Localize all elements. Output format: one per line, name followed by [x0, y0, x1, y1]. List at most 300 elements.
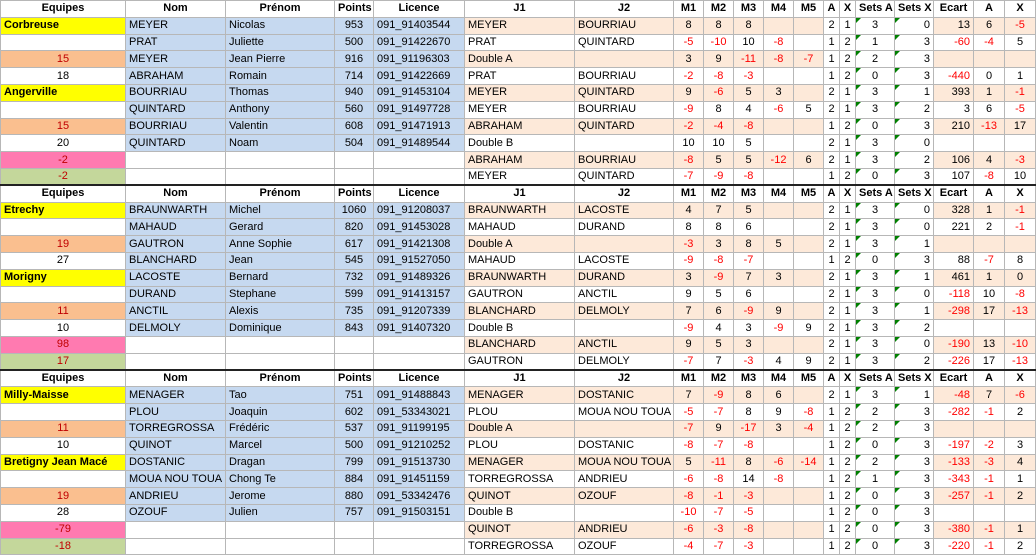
- match-x[interactable]: 1: [840, 286, 856, 303]
- match-x[interactable]: 1: [840, 17, 856, 34]
- match-x[interactable]: 2: [840, 454, 856, 471]
- set-score[interactable]: -2: [674, 68, 704, 85]
- sets-a[interactable]: 0: [856, 168, 895, 185]
- match-j2[interactable]: LACOSTE: [575, 252, 674, 269]
- match-j2[interactable]: QUINTARD: [575, 34, 674, 51]
- set-score[interactable]: [794, 252, 824, 269]
- set-score[interactable]: [794, 219, 824, 236]
- player-points[interactable]: 545: [335, 252, 374, 269]
- set-score[interactable]: 9: [674, 286, 704, 303]
- ecart-a[interactable]: [974, 135, 1005, 152]
- player-licence[interactable]: 091_91403544: [374, 17, 465, 34]
- match-j2[interactable]: ANCTIL: [575, 286, 674, 303]
- player-licence[interactable]: 091_91471913: [374, 118, 465, 135]
- set-score[interactable]: -8: [764, 471, 794, 488]
- player-firstname[interactable]: [226, 152, 335, 169]
- match-j2[interactable]: ANCTIL: [575, 336, 674, 353]
- set-score[interactable]: 5: [794, 101, 824, 118]
- match-a[interactable]: 2: [824, 236, 840, 253]
- set-score[interactable]: 8: [734, 454, 764, 471]
- ecart-x[interactable]: [1005, 236, 1036, 253]
- team-cell[interactable]: [1, 404, 126, 421]
- player-name[interactable]: [126, 336, 226, 353]
- match-a[interactable]: 1: [824, 538, 840, 555]
- player-points[interactable]: 500: [335, 34, 374, 51]
- ecart-x[interactable]: 1: [1005, 471, 1036, 488]
- set-score[interactable]: 9: [794, 320, 824, 337]
- player-name[interactable]: QUINTARD: [126, 101, 226, 118]
- ecart-a[interactable]: [974, 51, 1005, 68]
- set-score[interactable]: -3: [734, 488, 764, 505]
- team-cell[interactable]: 10: [1, 437, 126, 454]
- ecart[interactable]: [934, 236, 974, 253]
- set-score[interactable]: -17: [734, 420, 764, 437]
- match-j2[interactable]: MOUA NOU TOUA: [575, 404, 674, 421]
- ecart[interactable]: [934, 135, 974, 152]
- match-x[interactable]: 1: [840, 202, 856, 219]
- player-name[interactable]: MEYER: [126, 17, 226, 34]
- match-a[interactable]: 2: [824, 84, 840, 101]
- ecart-a[interactable]: 6: [974, 101, 1005, 118]
- player-name[interactable]: BOURRIAU: [126, 84, 226, 101]
- match-a[interactable]: 1: [824, 168, 840, 185]
- player-name[interactable]: GAUTRON: [126, 236, 226, 253]
- player-firstname[interactable]: Jerome: [226, 488, 335, 505]
- match-j2[interactable]: ANDRIEU: [575, 471, 674, 488]
- set-score[interactable]: [794, 387, 824, 404]
- set-score[interactable]: 3: [734, 320, 764, 337]
- set-score[interactable]: [794, 471, 824, 488]
- set-score[interactable]: [764, 521, 794, 538]
- match-a[interactable]: 2: [824, 101, 840, 118]
- sets-a[interactable]: 3: [856, 101, 895, 118]
- sets-x[interactable]: 3: [895, 68, 934, 85]
- set-score[interactable]: -7: [794, 51, 824, 68]
- ecart-a[interactable]: -13: [974, 118, 1005, 135]
- match-x[interactable]: 1: [840, 320, 856, 337]
- set-score[interactable]: -9: [674, 252, 704, 269]
- set-score[interactable]: -9: [704, 269, 734, 286]
- player-licence[interactable]: [374, 336, 465, 353]
- set-score[interactable]: 5: [704, 336, 734, 353]
- player-firstname[interactable]: Noam: [226, 135, 335, 152]
- team-cell[interactable]: [1, 101, 126, 118]
- ecart-x[interactable]: [1005, 320, 1036, 337]
- player-firstname[interactable]: Anthony: [226, 101, 335, 118]
- ecart-a[interactable]: -1: [974, 404, 1005, 421]
- ecart-a[interactable]: -3: [974, 454, 1005, 471]
- set-score[interactable]: -7: [674, 168, 704, 185]
- sets-x[interactable]: 1: [895, 387, 934, 404]
- player-licence[interactable]: 091_91208037: [374, 202, 465, 219]
- player-licence[interactable]: 091_91488843: [374, 387, 465, 404]
- team-cell[interactable]: 20: [1, 135, 126, 152]
- match-x[interactable]: 1: [840, 269, 856, 286]
- player-name[interactable]: QUINTARD: [126, 135, 226, 152]
- player-points[interactable]: [335, 152, 374, 169]
- set-score[interactable]: -7: [674, 353, 704, 370]
- match-a[interactable]: 2: [824, 202, 840, 219]
- player-points[interactable]: 1060: [335, 202, 374, 219]
- ecart-a[interactable]: 17: [974, 353, 1005, 370]
- sets-a[interactable]: 1: [856, 34, 895, 51]
- set-score[interactable]: 7: [704, 353, 734, 370]
- match-x[interactable]: 2: [840, 504, 856, 521]
- set-score[interactable]: 14: [734, 471, 764, 488]
- player-points[interactable]: 537: [335, 420, 374, 437]
- set-score[interactable]: -6: [674, 471, 704, 488]
- player-points[interactable]: 884: [335, 471, 374, 488]
- set-score[interactable]: 3: [764, 269, 794, 286]
- ecart-x[interactable]: 2: [1005, 404, 1036, 421]
- player-points[interactable]: 735: [335, 303, 374, 320]
- match-j1[interactable]: Double B: [465, 504, 575, 521]
- ecart[interactable]: -343: [934, 471, 974, 488]
- ecart-x[interactable]: 0: [1005, 269, 1036, 286]
- ecart-x[interactable]: [1005, 420, 1036, 437]
- match-j1[interactable]: PLOU: [465, 404, 575, 421]
- player-points[interactable]: [335, 521, 374, 538]
- sets-x[interactable]: 0: [895, 135, 934, 152]
- sets-a[interactable]: 2: [856, 420, 895, 437]
- match-j2[interactable]: ANDRIEU: [575, 521, 674, 538]
- match-a[interactable]: 1: [824, 404, 840, 421]
- ecart[interactable]: 88: [934, 252, 974, 269]
- player-licence[interactable]: 091_91207339: [374, 303, 465, 320]
- match-j1[interactable]: QUINOT: [465, 488, 575, 505]
- player-licence[interactable]: 091_91451159: [374, 471, 465, 488]
- ecart-x[interactable]: -3: [1005, 152, 1036, 169]
- player-firstname[interactable]: Nicolas: [226, 17, 335, 34]
- player-licence[interactable]: 091_91497728: [374, 101, 465, 118]
- team-cell[interactable]: 11: [1, 303, 126, 320]
- player-name[interactable]: OZOUF: [126, 504, 226, 521]
- sets-a[interactable]: 3: [856, 353, 895, 370]
- ecart-a[interactable]: 10: [974, 286, 1005, 303]
- ecart[interactable]: 13: [934, 17, 974, 34]
- set-score[interactable]: -8: [674, 488, 704, 505]
- set-score[interactable]: [794, 17, 824, 34]
- set-score[interactable]: 8: [704, 17, 734, 34]
- ecart-a[interactable]: -2: [974, 437, 1005, 454]
- set-score[interactable]: 4: [704, 320, 734, 337]
- sets-a[interactable]: 3: [856, 84, 895, 101]
- match-j1[interactable]: MEYER: [465, 17, 575, 34]
- player-points[interactable]: 732: [335, 269, 374, 286]
- player-name[interactable]: QUINOT: [126, 437, 226, 454]
- match-j1[interactable]: ABRAHAM: [465, 152, 575, 169]
- team-cell[interactable]: -18: [1, 538, 126, 555]
- match-x[interactable]: 2: [840, 404, 856, 421]
- set-score[interactable]: -1: [704, 488, 734, 505]
- ecart-a[interactable]: 6: [974, 17, 1005, 34]
- match-j1[interactable]: BLANCHARD: [465, 336, 575, 353]
- match-j2[interactable]: BOURRIAU: [575, 17, 674, 34]
- team-cell[interactable]: Angerville: [1, 84, 126, 101]
- match-j1[interactable]: MEYER: [465, 84, 575, 101]
- set-score[interactable]: 4: [764, 353, 794, 370]
- sets-a[interactable]: 3: [856, 17, 895, 34]
- ecart[interactable]: [934, 320, 974, 337]
- sets-a[interactable]: 0: [856, 252, 895, 269]
- ecart-x[interactable]: 1: [1005, 521, 1036, 538]
- player-name[interactable]: ANCTIL: [126, 303, 226, 320]
- set-score[interactable]: 7: [674, 387, 704, 404]
- player-firstname[interactable]: Alexis: [226, 303, 335, 320]
- ecart-a[interactable]: -8: [974, 168, 1005, 185]
- player-licence[interactable]: 091_91513730: [374, 454, 465, 471]
- match-j1[interactable]: GAUTRON: [465, 353, 575, 370]
- sets-x[interactable]: 0: [895, 286, 934, 303]
- match-a[interactable]: 1: [824, 437, 840, 454]
- ecart-x[interactable]: -5: [1005, 17, 1036, 34]
- sets-a[interactable]: 3: [856, 286, 895, 303]
- match-x[interactable]: 1: [840, 101, 856, 118]
- player-firstname[interactable]: Valentin: [226, 118, 335, 135]
- set-score[interactable]: [794, 202, 824, 219]
- match-x[interactable]: 2: [840, 538, 856, 555]
- set-score[interactable]: 9: [674, 336, 704, 353]
- sets-x[interactable]: 1: [895, 303, 934, 320]
- match-j2[interactable]: [575, 420, 674, 437]
- sets-a[interactable]: 0: [856, 538, 895, 555]
- set-score[interactable]: 5: [734, 135, 764, 152]
- sets-a[interactable]: 3: [856, 219, 895, 236]
- match-x[interactable]: 2: [840, 488, 856, 505]
- set-score[interactable]: 8: [734, 236, 764, 253]
- match-x[interactable]: 2: [840, 471, 856, 488]
- set-score[interactable]: 3: [734, 336, 764, 353]
- ecart-x[interactable]: [1005, 51, 1036, 68]
- ecart[interactable]: 210: [934, 118, 974, 135]
- set-score[interactable]: 10: [734, 34, 764, 51]
- player-points[interactable]: 751: [335, 387, 374, 404]
- ecart-x[interactable]: -8: [1005, 286, 1036, 303]
- player-firstname[interactable]: Thomas: [226, 84, 335, 101]
- ecart-x[interactable]: -13: [1005, 353, 1036, 370]
- set-score[interactable]: -11: [704, 454, 734, 471]
- match-j2[interactable]: [575, 504, 674, 521]
- set-score[interactable]: 9: [674, 84, 704, 101]
- set-score[interactable]: 8: [734, 387, 764, 404]
- ecart[interactable]: 328: [934, 202, 974, 219]
- set-score[interactable]: -6: [764, 101, 794, 118]
- ecart-x[interactable]: [1005, 135, 1036, 152]
- match-j1[interactable]: MEYER: [465, 168, 575, 185]
- set-score[interactable]: [764, 488, 794, 505]
- player-name[interactable]: [126, 353, 226, 370]
- player-licence[interactable]: 091_53343021: [374, 404, 465, 421]
- ecart-x[interactable]: -1: [1005, 202, 1036, 219]
- match-j1[interactable]: MAHAUD: [465, 252, 575, 269]
- ecart-a[interactable]: -4: [974, 34, 1005, 51]
- sets-a[interactable]: 2: [856, 404, 895, 421]
- player-name[interactable]: MEYER: [126, 51, 226, 68]
- match-j2[interactable]: DOSTANIC: [575, 387, 674, 404]
- team-cell[interactable]: Bretigny Jean Macé: [1, 454, 126, 471]
- match-a[interactable]: 1: [824, 471, 840, 488]
- match-j2[interactable]: DURAND: [575, 269, 674, 286]
- ecart[interactable]: 221: [934, 219, 974, 236]
- sets-a[interactable]: 2: [856, 51, 895, 68]
- sets-x[interactable]: 3: [895, 404, 934, 421]
- player-firstname[interactable]: Chong Te: [226, 471, 335, 488]
- ecart-x[interactable]: -1: [1005, 219, 1036, 236]
- team-cell[interactable]: -2: [1, 168, 126, 185]
- set-score[interactable]: -11: [734, 51, 764, 68]
- match-j1[interactable]: Double B: [465, 135, 575, 152]
- player-points[interactable]: 714: [335, 68, 374, 85]
- player-points[interactable]: 599: [335, 286, 374, 303]
- match-x[interactable]: 2: [840, 168, 856, 185]
- set-score[interactable]: -14: [794, 454, 824, 471]
- sets-a[interactable]: 3: [856, 320, 895, 337]
- set-score[interactable]: 8: [734, 17, 764, 34]
- set-score[interactable]: -8: [674, 152, 704, 169]
- player-firstname[interactable]: Julien: [226, 504, 335, 521]
- player-licence[interactable]: 091_91453104: [374, 84, 465, 101]
- ecart-x[interactable]: 17: [1005, 118, 1036, 135]
- set-score[interactable]: [794, 269, 824, 286]
- team-cell[interactable]: 15: [1, 51, 126, 68]
- sets-x[interactable]: 0: [895, 336, 934, 353]
- match-j1[interactable]: MAHAUD: [465, 219, 575, 236]
- player-name[interactable]: MAHAUD: [126, 219, 226, 236]
- set-score[interactable]: [764, 286, 794, 303]
- set-score[interactable]: [794, 118, 824, 135]
- ecart[interactable]: 106: [934, 152, 974, 169]
- set-score[interactable]: 9: [704, 420, 734, 437]
- player-firstname[interactable]: [226, 521, 335, 538]
- player-name[interactable]: [126, 538, 226, 555]
- team-cell[interactable]: 17: [1, 353, 126, 370]
- set-score[interactable]: 5: [734, 202, 764, 219]
- match-j1[interactable]: Double B: [465, 320, 575, 337]
- ecart[interactable]: [934, 504, 974, 521]
- match-a[interactable]: 1: [824, 51, 840, 68]
- team-cell[interactable]: Etrechy: [1, 202, 126, 219]
- match-x[interactable]: 2: [840, 51, 856, 68]
- set-score[interactable]: 7: [734, 269, 764, 286]
- ecart-a[interactable]: -1: [974, 538, 1005, 555]
- player-points[interactable]: 560: [335, 101, 374, 118]
- sets-x[interactable]: 2: [895, 152, 934, 169]
- player-points[interactable]: 799: [335, 454, 374, 471]
- sets-a[interactable]: 0: [856, 118, 895, 135]
- match-j1[interactable]: PLOU: [465, 437, 575, 454]
- player-licence[interactable]: [374, 538, 465, 555]
- player-points[interactable]: 504: [335, 135, 374, 152]
- set-score[interactable]: -8: [794, 404, 824, 421]
- ecart[interactable]: -220: [934, 538, 974, 555]
- ecart-a[interactable]: -1: [974, 471, 1005, 488]
- player-licence[interactable]: 091_91407320: [374, 320, 465, 337]
- ecart-a[interactable]: [974, 320, 1005, 337]
- sets-a[interactable]: 0: [856, 68, 895, 85]
- ecart-a[interactable]: 1: [974, 269, 1005, 286]
- player-licence[interactable]: 091_91453028: [374, 219, 465, 236]
- ecart-x[interactable]: 2: [1005, 488, 1036, 505]
- player-licence[interactable]: 091_91422670: [374, 34, 465, 51]
- player-points[interactable]: 608: [335, 118, 374, 135]
- sets-x[interactable]: 2: [895, 101, 934, 118]
- set-score[interactable]: [764, 538, 794, 555]
- ecart[interactable]: -48: [934, 387, 974, 404]
- sets-a[interactable]: 1: [856, 471, 895, 488]
- set-score[interactable]: [764, 219, 794, 236]
- match-j2[interactable]: [575, 320, 674, 337]
- set-score[interactable]: -9: [674, 320, 704, 337]
- team-cell[interactable]: Corbreuse: [1, 17, 126, 34]
- player-name[interactable]: PLOU: [126, 404, 226, 421]
- set-score[interactable]: -7: [704, 404, 734, 421]
- player-licence[interactable]: 091_91489544: [374, 135, 465, 152]
- ecart-a[interactable]: 2: [974, 219, 1005, 236]
- ecart-x[interactable]: -1: [1005, 84, 1036, 101]
- match-a[interactable]: 2: [824, 303, 840, 320]
- set-score[interactable]: 9: [764, 303, 794, 320]
- player-name[interactable]: MOUA NOU TOUA: [126, 471, 226, 488]
- set-score[interactable]: [764, 17, 794, 34]
- sets-a[interactable]: 0: [856, 488, 895, 505]
- ecart[interactable]: 393: [934, 84, 974, 101]
- sets-a[interactable]: 0: [856, 504, 895, 521]
- set-score[interactable]: [764, 168, 794, 185]
- ecart-x[interactable]: 4: [1005, 454, 1036, 471]
- set-score[interactable]: [794, 236, 824, 253]
- match-j1[interactable]: TORREGROSSA: [465, 471, 575, 488]
- set-score[interactable]: [794, 84, 824, 101]
- set-score[interactable]: -8: [764, 34, 794, 51]
- match-j1[interactable]: PRAT: [465, 34, 575, 51]
- match-j1[interactable]: BRAUNWARTH: [465, 202, 575, 219]
- team-cell[interactable]: 27: [1, 252, 126, 269]
- ecart[interactable]: -257: [934, 488, 974, 505]
- sets-x[interactable]: 3: [895, 168, 934, 185]
- set-score[interactable]: -3: [734, 68, 764, 85]
- match-j2[interactable]: [575, 236, 674, 253]
- sets-x[interactable]: 3: [895, 437, 934, 454]
- ecart-a[interactable]: 4: [974, 152, 1005, 169]
- set-score[interactable]: -6: [764, 454, 794, 471]
- player-licence[interactable]: 091_91503151: [374, 504, 465, 521]
- player-firstname[interactable]: Jean: [226, 252, 335, 269]
- set-score[interactable]: [764, 135, 794, 152]
- match-a[interactable]: 2: [824, 387, 840, 404]
- player-firstname[interactable]: Dragan: [226, 454, 335, 471]
- set-score[interactable]: [794, 437, 824, 454]
- player-firstname[interactable]: Jean Pierre: [226, 51, 335, 68]
- match-j1[interactable]: ABRAHAM: [465, 118, 575, 135]
- set-score[interactable]: -3: [734, 538, 764, 555]
- sets-a[interactable]: 3: [856, 336, 895, 353]
- set-score[interactable]: 3: [764, 420, 794, 437]
- match-j2[interactable]: [575, 135, 674, 152]
- set-score[interactable]: 6: [704, 303, 734, 320]
- ecart[interactable]: [934, 420, 974, 437]
- match-j2[interactable]: QUINTARD: [575, 168, 674, 185]
- set-score[interactable]: -8: [704, 471, 734, 488]
- player-points[interactable]: 843: [335, 320, 374, 337]
- set-score[interactable]: 3: [674, 51, 704, 68]
- team-cell[interactable]: 11: [1, 420, 126, 437]
- player-licence[interactable]: [374, 152, 465, 169]
- set-score[interactable]: 7: [704, 202, 734, 219]
- set-score[interactable]: 4: [674, 202, 704, 219]
- set-score[interactable]: [764, 437, 794, 454]
- ecart-x[interactable]: 5: [1005, 34, 1036, 51]
- ecart[interactable]: -298: [934, 303, 974, 320]
